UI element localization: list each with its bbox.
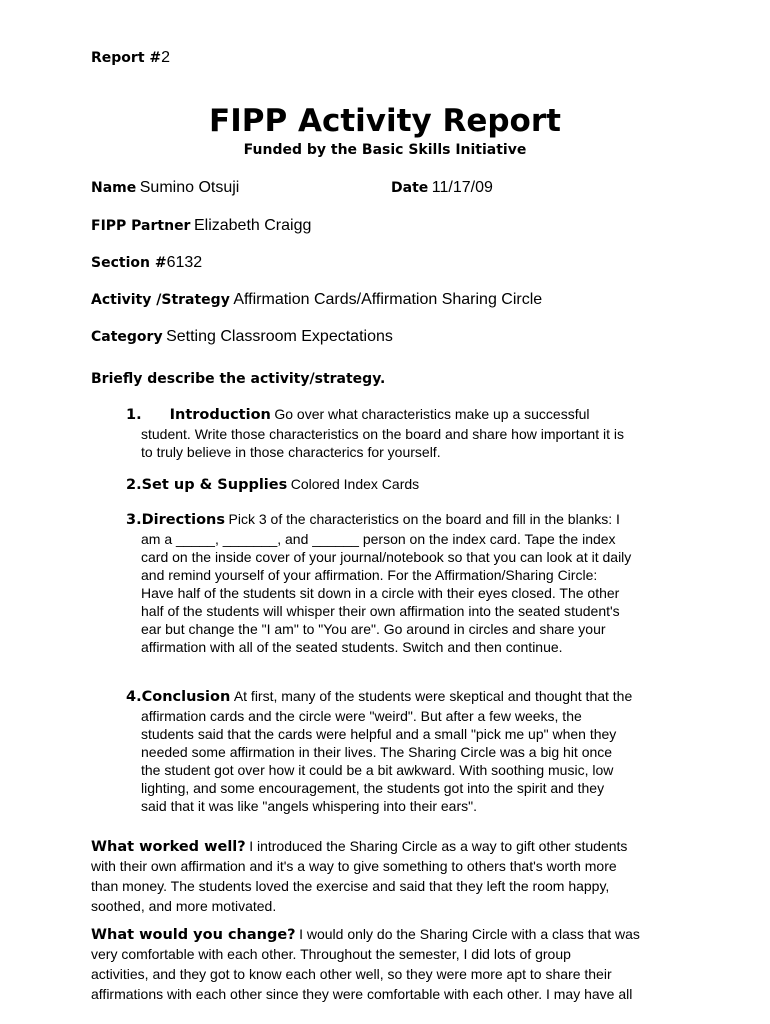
report-number	[91, 49, 170, 67]
item-number: 3.	[126, 512, 142, 528]
name-field	[91, 179, 239, 197]
item-line: half of the students will whisper their own affirmation into the seated student's	[141, 603, 620, 619]
category-value: Setting Classroom Expectations	[166, 328, 393, 345]
change-first-line: I would only do the Sharing Circle with a class that was	[299, 926, 640, 942]
date-value: 11/17/09	[431, 179, 493, 196]
worked-well-line: with their own affirmation and it's a way to give something to others that's worth more	[91, 858, 617, 874]
section-label: Section #	[91, 255, 167, 271]
category-field	[91, 328, 393, 346]
date-label: Date	[391, 180, 429, 196]
item-number: 2.	[126, 477, 142, 493]
list-item-setup	[126, 475, 686, 495]
item-first-line: Go over what characteristics make up a successful	[274, 406, 590, 422]
section-value: 6132	[166, 254, 203, 271]
item-first-line: At first, many of the students were skeptical and thought that the	[233, 688, 633, 704]
item-label: Introduction	[169, 407, 271, 423]
date-field	[391, 179, 493, 197]
report-value: 2	[161, 49, 171, 66]
item-first-line: Colored Index Cards	[290, 476, 420, 492]
name-value: Sumino Otsuji	[139, 179, 240, 196]
item-line: affirmation with all of the seated students. Switch and then continue.	[141, 639, 563, 655]
item-line: needed some affirmation in their lives. The Sharing Circle was a big hit once	[141, 744, 613, 760]
item-first-line: Pick 3 of the characteristics on the board and fill in the blanks: I	[228, 511, 620, 527]
name-label: Name	[91, 180, 137, 196]
category-label: Category	[91, 329, 163, 345]
report-label: Report #	[91, 50, 162, 66]
worked-well-line: than money. The students loved the exercise and said that they left the room happy,	[91, 878, 610, 894]
partner-value: Elizabeth Craigg	[193, 217, 312, 234]
list-item-introduction	[126, 405, 686, 461]
item-line: affirmation cards and the circle were "weird". But after a few weeks, the	[141, 708, 582, 724]
item-label: Conclusion	[141, 689, 231, 705]
item-line: Have half of the students sit down in a circle with their eyes closed. The other	[141, 585, 620, 601]
item-line: card on the inside cover of your journal/notebook so that you can look at it daily	[141, 549, 632, 565]
worked-well-paragraph	[91, 837, 686, 917]
activity-label: Activity /Strategy	[91, 292, 230, 308]
item-line: student. Write those characteristics on the board and share how important it is	[141, 426, 624, 442]
item-line: students said that the cards were helpful and a small "pick me up" when they	[141, 726, 617, 742]
page-subtitle: Funded by the Basic Skills Initiative	[243, 142, 527, 158]
list-item-directions	[126, 510, 686, 656]
item-label: Directions	[141, 512, 226, 528]
page-title: FIPP Activity Report	[209, 103, 561, 139]
item-line: said that it was like "angels whispering into their ears".	[141, 798, 477, 814]
item-number: 4.	[126, 689, 142, 705]
item-line: lighting, and some encouragement, the students got into the spirit and they	[141, 780, 605, 796]
partner-label: FIPP Partner	[91, 218, 191, 234]
item-label: Set up & Supplies	[141, 477, 288, 493]
worked-well-first-line: I introduced the Sharing Circle as a way to gift other students	[249, 838, 628, 854]
change-paragraph	[91, 925, 686, 1005]
item-line: am a _____, _______, and ______ person on the index card. Tape the index	[141, 531, 616, 547]
worked-well-line: soothed, and more motivated.	[91, 898, 277, 914]
describe-heading	[91, 371, 385, 388]
section-field	[91, 254, 202, 272]
item-line: the student got over how it could be a bit awkward. With soothing music, low	[141, 762, 614, 778]
partner-field	[91, 217, 311, 235]
change-line: activities, and they got to know each other well, so they were more apt to share their	[91, 966, 612, 982]
describe-heading-text: Briefly describe the activity/strategy.	[91, 371, 386, 387]
change-line: affirmations with each other since they were comfortable with each other. I may have all	[91, 986, 633, 1002]
change-label: What would you change?	[91, 927, 296, 943]
activity-field	[91, 291, 542, 309]
item-line: and remind yourself of your affirmation. For the Affirmation/Sharing Circle:	[141, 567, 598, 583]
item-line: ear but change the "I am" to "You are". Go around in circles and share your	[141, 621, 606, 637]
activity-value: Affirmation Cards/Affirmation Sharing Circle	[233, 291, 543, 308]
worked-well-label: What worked well?	[91, 839, 246, 855]
change-line: very comfortable with each other. Throughout the semester, I did lots of group	[91, 946, 571, 962]
list-item-conclusion	[126, 687, 686, 815]
item-line: to truly believe in those characterics for yourself.	[141, 444, 441, 460]
item-number: 1.	[126, 407, 142, 423]
